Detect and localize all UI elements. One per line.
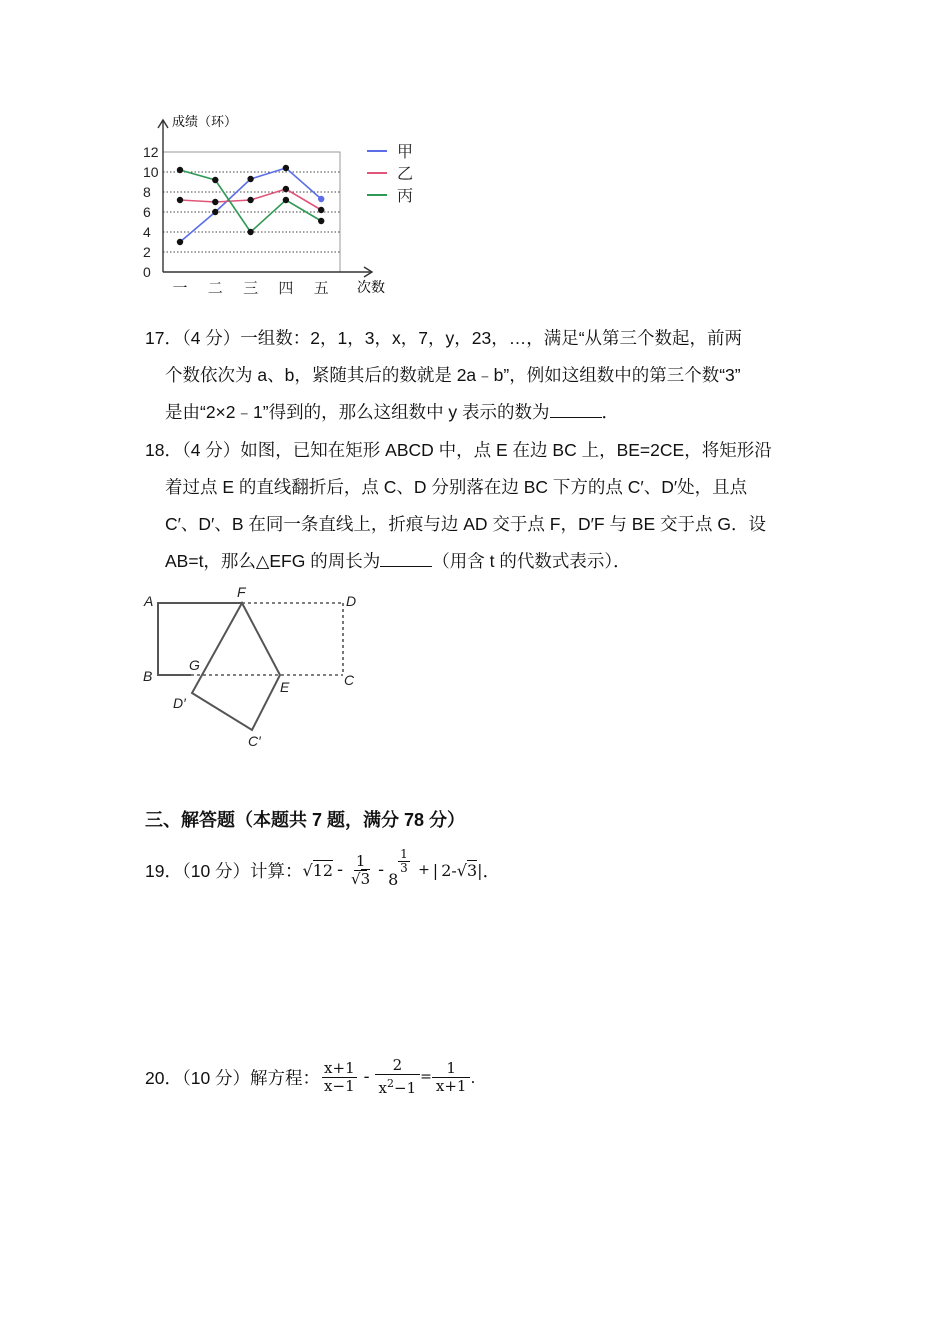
q20-minus: - bbox=[363, 1067, 370, 1087]
data-point bbox=[283, 186, 289, 192]
y-tick-label: 10 bbox=[143, 164, 159, 180]
frac1-numerator: 1 bbox=[355, 851, 366, 870]
q20-equals: = bbox=[420, 1069, 432, 1085]
data-point bbox=[283, 197, 289, 203]
q19-minus-1: - bbox=[337, 860, 344, 880]
y-tick-label: 12 bbox=[143, 144, 159, 160]
f3-denominator: x+1 bbox=[435, 1076, 467, 1095]
power-8 bbox=[388, 847, 418, 890]
data-point bbox=[177, 239, 183, 245]
radical-icon: √ bbox=[302, 860, 313, 880]
label-D-prime: D′ bbox=[173, 695, 186, 711]
y-tick-label: 2 bbox=[143, 244, 151, 260]
label-A: A bbox=[144, 593, 154, 609]
answer-blank bbox=[380, 550, 432, 567]
data-point bbox=[212, 177, 218, 183]
f2-den-exp: 2 bbox=[387, 1077, 395, 1090]
q19-minus-2: - bbox=[378, 860, 385, 880]
x-tick-label: 二 bbox=[207, 280, 223, 297]
radical-icon: √ bbox=[456, 860, 467, 880]
exp-numerator: 1 bbox=[400, 847, 408, 861]
f2-den-rest: −1 bbox=[394, 1079, 417, 1097]
fraction-2 bbox=[377, 1057, 419, 1097]
x-tick-label: 五 bbox=[313, 280, 329, 297]
x-tick-label: 三 bbox=[243, 280, 259, 297]
data-point bbox=[212, 199, 218, 205]
question-19 bbox=[145, 848, 500, 892]
sqrt-12 bbox=[303, 861, 334, 880]
legend-label: 丙 bbox=[397, 188, 414, 205]
question-20 bbox=[145, 1054, 475, 1100]
fraction-1 bbox=[322, 1060, 357, 1095]
y-tick-labels bbox=[143, 144, 159, 280]
abs-radicand: 3 bbox=[466, 860, 478, 880]
data-point bbox=[177, 167, 183, 173]
data-point bbox=[318, 207, 324, 213]
data-point bbox=[318, 196, 324, 202]
q20-prefix: 20．（10 分）解方程： bbox=[145, 1067, 321, 1088]
section-heading: 三、解答题（本题共 7 题，满分 78 分） bbox=[145, 810, 466, 830]
sqrt-12-radicand: 12 bbox=[312, 860, 334, 880]
f2-denominator bbox=[377, 1075, 419, 1097]
label-E: E bbox=[280, 679, 290, 695]
q17-line1: 17．（4 分）一组数：2，1，3，x，7，y，23，…，满足“从第三个数起，前两 bbox=[145, 328, 743, 348]
score-line-chart bbox=[0, 0, 480, 310]
y-tick-label: 4 bbox=[143, 224, 151, 240]
power-exponent bbox=[398, 848, 410, 875]
question-17 bbox=[145, 320, 742, 431]
data-point bbox=[177, 197, 183, 203]
frac1-radicand: 3 bbox=[360, 869, 371, 888]
frac1-denominator bbox=[349, 871, 372, 888]
legend-label: 甲 bbox=[397, 144, 414, 161]
chart-legend bbox=[367, 143, 413, 205]
legend-label: 乙 bbox=[397, 166, 414, 183]
q18-line4 bbox=[145, 543, 772, 580]
label-C-prime: C′ bbox=[248, 733, 261, 749]
question-18 bbox=[145, 432, 772, 580]
data-point bbox=[247, 229, 253, 235]
q17-line2: 个数依次为 a、b，紧随其后的数就是 2a﹣b”，例如这组数中的第三个数“3” bbox=[165, 365, 741, 385]
fraction-one-over-sqrt3 bbox=[349, 853, 372, 888]
q17-line3 bbox=[145, 394, 742, 431]
q19-end: ． bbox=[482, 860, 501, 881]
data-point bbox=[283, 165, 289, 171]
data-point bbox=[318, 218, 324, 224]
label-C: C bbox=[344, 672, 355, 688]
q18-line2: 着过点 E 的直线翻折后，点 C、D 分别落在边 BC 下方的点 C′、D′处，且点 bbox=[165, 477, 748, 497]
q19-plus: + bbox=[418, 862, 430, 878]
x-axis-label: 次数 bbox=[357, 279, 385, 295]
q20-end: . bbox=[470, 1066, 476, 1087]
f2-den-base: x bbox=[378, 1079, 388, 1097]
q17-line3-end: ． bbox=[601, 402, 620, 422]
answer-blank bbox=[550, 401, 602, 418]
y-axis-label: 成绩（环） bbox=[172, 114, 238, 129]
data-point bbox=[247, 176, 253, 182]
f1-numerator: x+1 bbox=[324, 1058, 355, 1077]
f1-denominator: x−1 bbox=[324, 1076, 355, 1095]
q18-line4-b: （用含 t 的代数式表示）． bbox=[432, 551, 631, 571]
rectangle-fold-figure bbox=[130, 580, 380, 755]
q17-line3-text: 是由“2×2﹣1”得到的，那么这组数中 y 表示的数为 bbox=[165, 402, 550, 422]
rectangle-solid-edges bbox=[158, 603, 242, 675]
x-tick-label: 四 bbox=[278, 280, 294, 297]
f2-numerator: 2 bbox=[375, 1057, 421, 1075]
f3-numerator: 1 bbox=[432, 1060, 471, 1078]
q18-line4-a: AB=t，那么△EFG 的周长为 bbox=[165, 551, 381, 571]
y-tick-label: 6 bbox=[143, 204, 151, 220]
exp-denominator: 3 bbox=[400, 861, 408, 875]
q18-line3: C′、D′、B 在同一条直线上，折痕与边 AD 交于点 F，D′F 与 BE 交于点 G．设 bbox=[165, 514, 766, 534]
x-tick-label: 一 bbox=[172, 280, 188, 297]
fraction-3 bbox=[434, 1060, 469, 1095]
data-point bbox=[212, 209, 218, 215]
label-G: G bbox=[189, 657, 200, 673]
abs-inner-a: 2- bbox=[441, 860, 457, 880]
chart-series bbox=[177, 165, 325, 245]
label-D: D bbox=[346, 593, 357, 609]
y-tick-label: 8 bbox=[143, 184, 151, 200]
q18-line1: 18．（4 分）如图，已知在矩形 ABCD 中，点 E 在边 BC 上，BE=2CE，将矩形沿 bbox=[145, 440, 772, 460]
label-B: B bbox=[143, 668, 153, 684]
x-tick-labels bbox=[172, 280, 328, 297]
q19-prefix: 19．（10 分）计算： bbox=[145, 860, 303, 881]
folded-quadrilateral bbox=[192, 603, 280, 730]
power-base: 8 bbox=[388, 870, 399, 889]
data-point bbox=[247, 197, 253, 203]
y-tick-label: 0 bbox=[143, 264, 151, 280]
chart-gridlines bbox=[163, 152, 340, 272]
radical-icon: √ bbox=[351, 869, 361, 888]
absolute-value: | 2-√3| bbox=[432, 860, 483, 880]
label-F: F bbox=[237, 584, 246, 600]
